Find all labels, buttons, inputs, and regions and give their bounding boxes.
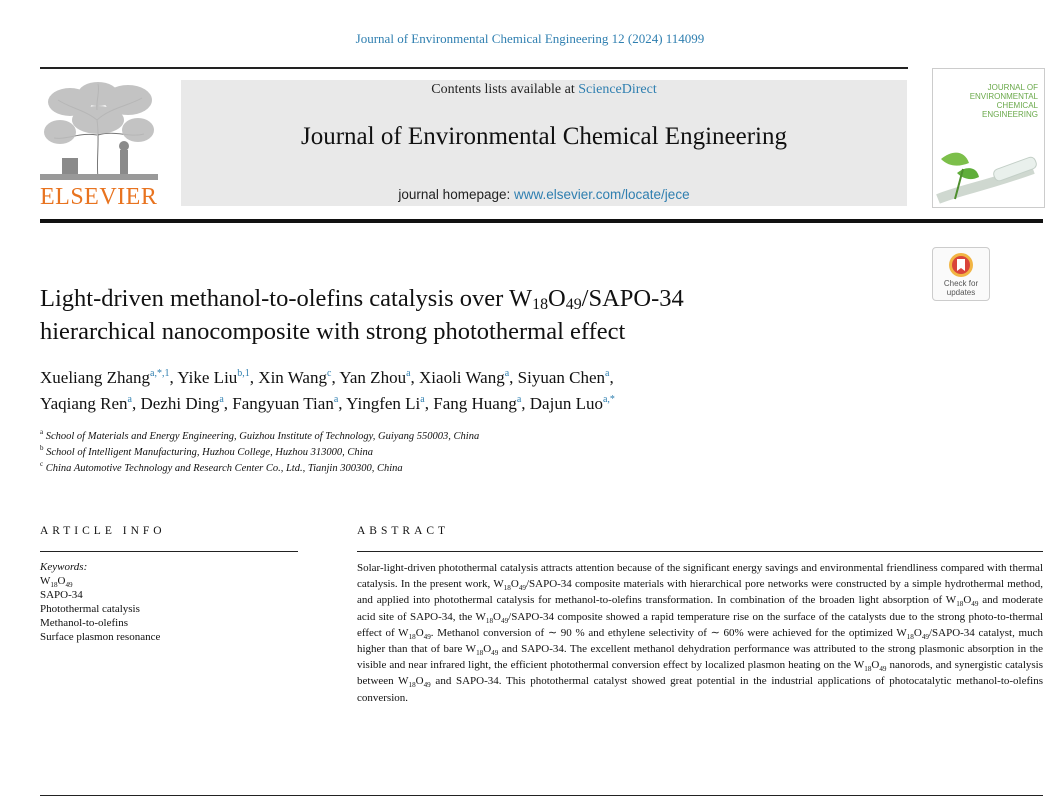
article-info-rule (40, 551, 298, 552)
author-affiliation-mark[interactable]: a (219, 394, 224, 405)
author-affiliation-mark[interactable]: a (127, 394, 132, 405)
author-name: Xueliang Zhang (40, 368, 150, 387)
journal-citation[interactable]: Journal of Environmental Chemical Engineering 12 (2024) 114099 (355, 31, 705, 46)
cover-title-line: JOURNAL OF (987, 83, 1038, 92)
keyword[interactable]: $W_{18}O_{49}$ (40, 575, 73, 589)
homepage-line (181, 187, 907, 202)
homepage-link[interactable]: www.elsevier.com/locate/jece (514, 187, 690, 202)
author-affiliation-mark[interactable]: a,* (602, 394, 615, 405)
affiliation-text: School of Intelligent Manufacturing, Huzhou College, Huzhou 313000, China (43, 447, 374, 458)
keyword[interactable]: Methanol-to-olefins (40, 617, 128, 629)
author-affiliation-mark[interactable]: c (326, 368, 332, 379)
author[interactable] (530, 394, 615, 413)
cover-title-line: ENVIRONMENTAL (969, 92, 1038, 101)
author[interactable] (346, 394, 425, 413)
sciencedirect-link[interactable]: ScienceDirect (578, 82, 657, 97)
cover-plant-illustration (933, 129, 1044, 207)
author-affiliation-mark[interactable]: a (504, 368, 510, 379)
author-name: Yike Liu (177, 368, 238, 387)
keywords-label: Keywords: (40, 561, 88, 573)
author-name: Dezhi Ding (140, 394, 220, 413)
author[interactable] (40, 394, 132, 413)
affiliation-text: China Automotive Technology and Research Center Co., Ltd., Tianjin 300300, China (43, 463, 403, 474)
keyword[interactable]: Surface plasmon resonance (40, 631, 161, 643)
author-name: Fangyuan Tian (232, 394, 334, 413)
author-affiliation-mark[interactable]: a (516, 394, 522, 405)
header-rule (40, 67, 908, 69)
author-affiliation-mark[interactable]: a (333, 394, 339, 405)
author-affiliation-mark[interactable]: a,*,1 (150, 368, 170, 379)
author[interactable] (40, 368, 169, 387)
affiliation-mark: b (40, 444, 44, 452)
author-name: Dajun Luo (529, 394, 603, 413)
abstract-rule (357, 551, 1043, 552)
keyword-list (40, 574, 160, 644)
author-name: Xiaoli Wang (419, 368, 505, 387)
author-name: Yan Zhou (339, 368, 407, 387)
abstract-text: Solar-light-driven photothermal catalysis attracts attention because of the significant energy savings and environmental friendliness compared with thermal catalysis. In the present work, $W_{18}O_{49}/SAPO-34$ composite materials with hierarchical pore networks were constructed by a simple hydrothermal method, and applied into photothermal catalysis for methanol-to-olefins transformation. In combination of the broaden light absorption of $W_{18}O_{49}$ and moderate acid site of SAPO-34, the $W_{18}O_{49}/SAPO-34$ composite showed a rapid temperature rise on the surface of the catalysts due to the strong photo-to-thermal effect of $W_{18}O_{49}$. Methanol conversion of ∼ 90 % and ethylene selectivity of ∼ 60% were achieved for the optimized $W_{18}O_{49}/SAPO-34$ catalyst, much higher than that of bare $W_{18}O_{49}$ and SAPO-34. The excellent methanol dehydration performance was attributed to the strong plasmonic absorption in the visible and near infrared light, the efficient photothermal conversion effect by localized plasmon heating on the $W_{18}O_{49}$ nanorods, and synergistic catalysis between $W_{18}O_{49}$ and SAPO-34. This photothermal catalyst showed great potential in the industrial applications of photocatalytic methanol-to-olefins conversion. (357, 562, 1044, 704)
abstract-heading: ABSTRACT (357, 525, 450, 537)
author-name: Fang Huang (433, 394, 517, 413)
author-affiliation-mark[interactable]: b,1 (237, 368, 250, 379)
check-updates-line: Check for (943, 279, 979, 288)
article-title: Light-driven methanol-to-olefins catalysis over $W_{18}O_{49}/SAPO-34$ hierarchical nanocomposite with strong photothermal effect (40, 285, 684, 345)
check-updates-label (933, 279, 989, 297)
author[interactable] (339, 368, 410, 387)
author[interactable] (232, 394, 338, 413)
author-affiliation-mark[interactable]: a (420, 394, 425, 405)
check-updates-line: updates (946, 288, 976, 297)
affiliation (40, 429, 479, 445)
affiliation (40, 445, 479, 461)
affiliation-mark: a (40, 428, 44, 436)
author[interactable] (177, 368, 249, 387)
author-name: Siyuan Chen (517, 368, 606, 387)
journal-title: Journal of Environmental Chemical Engineering (301, 123, 787, 150)
affiliation-mark: c (40, 460, 44, 468)
homepage-prefix: journal homepage: (398, 187, 514, 202)
author[interactable] (140, 394, 223, 413)
keywords-block (40, 560, 160, 644)
author-list: Xueliang Zhang$^{a,*,1}$, Yike Liu$^{b,1}$, Xin Wang$^c$, Yan Zhou$^a$, Xiaoli Wang$^a$, Siyuan Chen$^a$, Yaqiang Ren$^a$, Dezhi Ding$^a$, Fangyuan Tian$^a$, Yingfen Li$^a$, Fang Huang$^a$, Dajun Luo$^{a,*}$ (40, 368, 615, 413)
publisher-name: ELSEVIER (40, 184, 158, 210)
author-affiliation-mark[interactable]: a (406, 368, 411, 379)
affiliation (40, 461, 479, 477)
author[interactable] (258, 368, 331, 387)
contents-line (181, 82, 907, 98)
author[interactable] (419, 368, 509, 387)
author[interactable] (433, 394, 521, 413)
check-for-updates-badge[interactable] (932, 247, 990, 301)
cover-title-line: ENGINEERING (981, 110, 1038, 119)
affiliation-text: School of Materials and Energy Engineering, Guizhou Institute of Technology, Guiyang 550003, China (43, 431, 480, 442)
affiliations (40, 429, 479, 477)
cover-title (933, 83, 1044, 119)
keyword[interactable]: SAPO-34 (40, 589, 83, 601)
check-updates-icon (947, 251, 975, 279)
footer-rule (40, 795, 1043, 796)
cover-title-line: CHEMICAL (996, 101, 1038, 110)
contents-prefix: Contents lists available at (431, 82, 579, 97)
elsevier-tree-logo (40, 80, 158, 180)
journal-cover-thumbnail[interactable] (932, 68, 1045, 208)
author-name: Yingfen Li (346, 394, 421, 413)
author-name: Xin Wang (258, 368, 327, 387)
article-info-heading: ARTICLE INFO (40, 525, 166, 537)
author[interactable] (518, 368, 610, 387)
keyword[interactable]: Photothermal catalysis (40, 603, 140, 615)
header-thick-rule (40, 219, 1043, 223)
author-name: Yaqiang Ren (40, 394, 128, 413)
author-affiliation-mark[interactable]: a (605, 368, 610, 379)
